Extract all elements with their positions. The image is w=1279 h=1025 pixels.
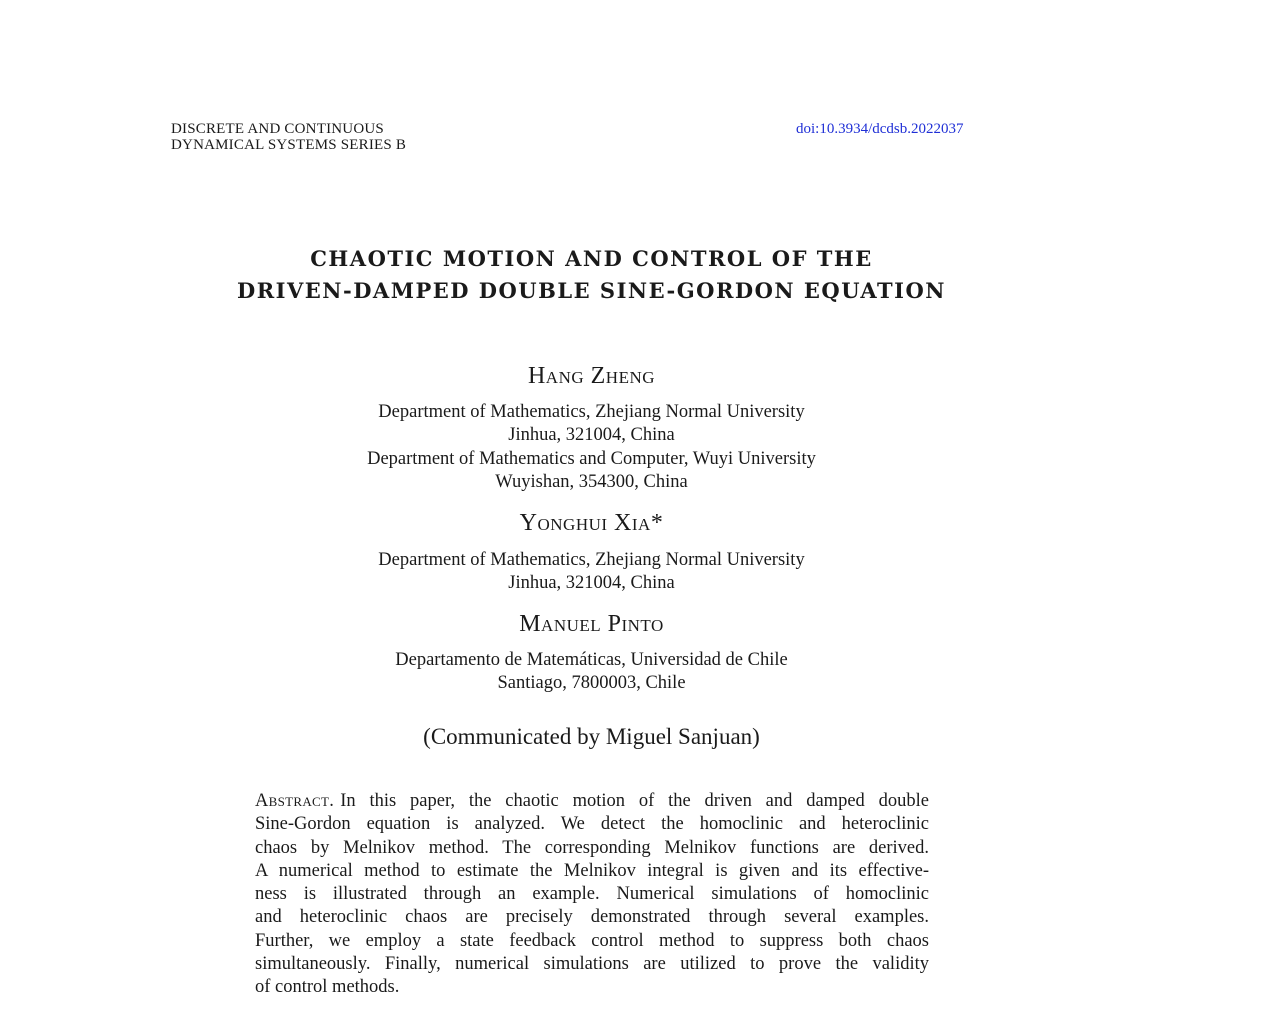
author-block-1 (0, 362, 1183, 390)
abstract-line: Sine-Gordon equation is analyzed. We detect the homoclinic and heteroclinic (255, 814, 929, 835)
abstract (255, 790, 929, 1000)
affiliation-line: Jinhua, 321004, China (508, 573, 675, 594)
author-name: Manuel Pinto (519, 611, 664, 637)
affiliation-line: Department of Mathematics, Zhejiang Normal University (378, 550, 805, 570)
affiliation-line: Department of Mathematics, Zhejiang Normal University (378, 402, 805, 422)
paper-title-line-1: CHAOTIC MOTION AND CONTROL OF THE (310, 246, 873, 271)
author-affiliation-3 (0, 649, 1183, 696)
author-block-3 (0, 610, 1183, 638)
journal-name-line-1: DISCRETE AND CONTINUOUS (171, 121, 384, 137)
abstract-line: and heteroclinic chaos are precisely demonstrated through several examples. (255, 907, 929, 928)
paper-title-line-2: DRIVEN-DAMPED DOUBLE SINE-GORDON EQUATION (237, 278, 946, 303)
abstract-line: Further, we employ a state feedback control method to suppress both chaos (255, 930, 929, 951)
abstract-line: A numerical method to estimate the Melnikov integral is given and its effective- (255, 860, 929, 881)
communicated-by-text: (Communicated by Miguel Sanjuan) (423, 724, 760, 749)
abstract-heading: Abstract. (255, 791, 335, 811)
abstract-line (255, 790, 929, 813)
abstract-line: ness is illustrated through an example. Numerical simulations of homoclinic (255, 884, 929, 905)
author-name: Yonghui Xia* (519, 510, 664, 536)
paper-title (0, 243, 1183, 307)
abstract-line-text: In this paper, the chaotic motion of the driven and damped double (340, 791, 929, 811)
affiliation-line: Jinhua, 321004, China (508, 425, 675, 446)
journal-name-line-2: DYNAMICAL SYSTEMS SERIES B (171, 137, 407, 153)
communicated-by (0, 723, 1183, 751)
affiliation-line: Department of Mathematics and Computer, Wuyi University (367, 448, 816, 469)
affiliation-line: Departamento de Matemáticas, Universidad de Chile (395, 650, 788, 670)
affiliation-line: Santiago, 7800003, Chile (497, 673, 686, 694)
affiliation-line: Wuyishan, 354300, China (495, 471, 688, 492)
author-affiliation-1 (0, 401, 1183, 494)
doi-link[interactable]: doi:10.3934/dcdsb.2022037 (796, 121, 964, 137)
abstract-line: of control methods. (255, 977, 400, 998)
author-affiliation-2 (0, 549, 1183, 596)
abstract-line: chaos by Melnikov method. The corresponding Melnikov functions are derived. (255, 837, 929, 858)
abstract-line: simultaneously. Finally, numerical simulations are utilized to prove the validity (255, 954, 929, 975)
author-name: Hang Zheng (527, 363, 656, 389)
author-block-2 (0, 509, 1183, 537)
journal-name (171, 121, 406, 153)
